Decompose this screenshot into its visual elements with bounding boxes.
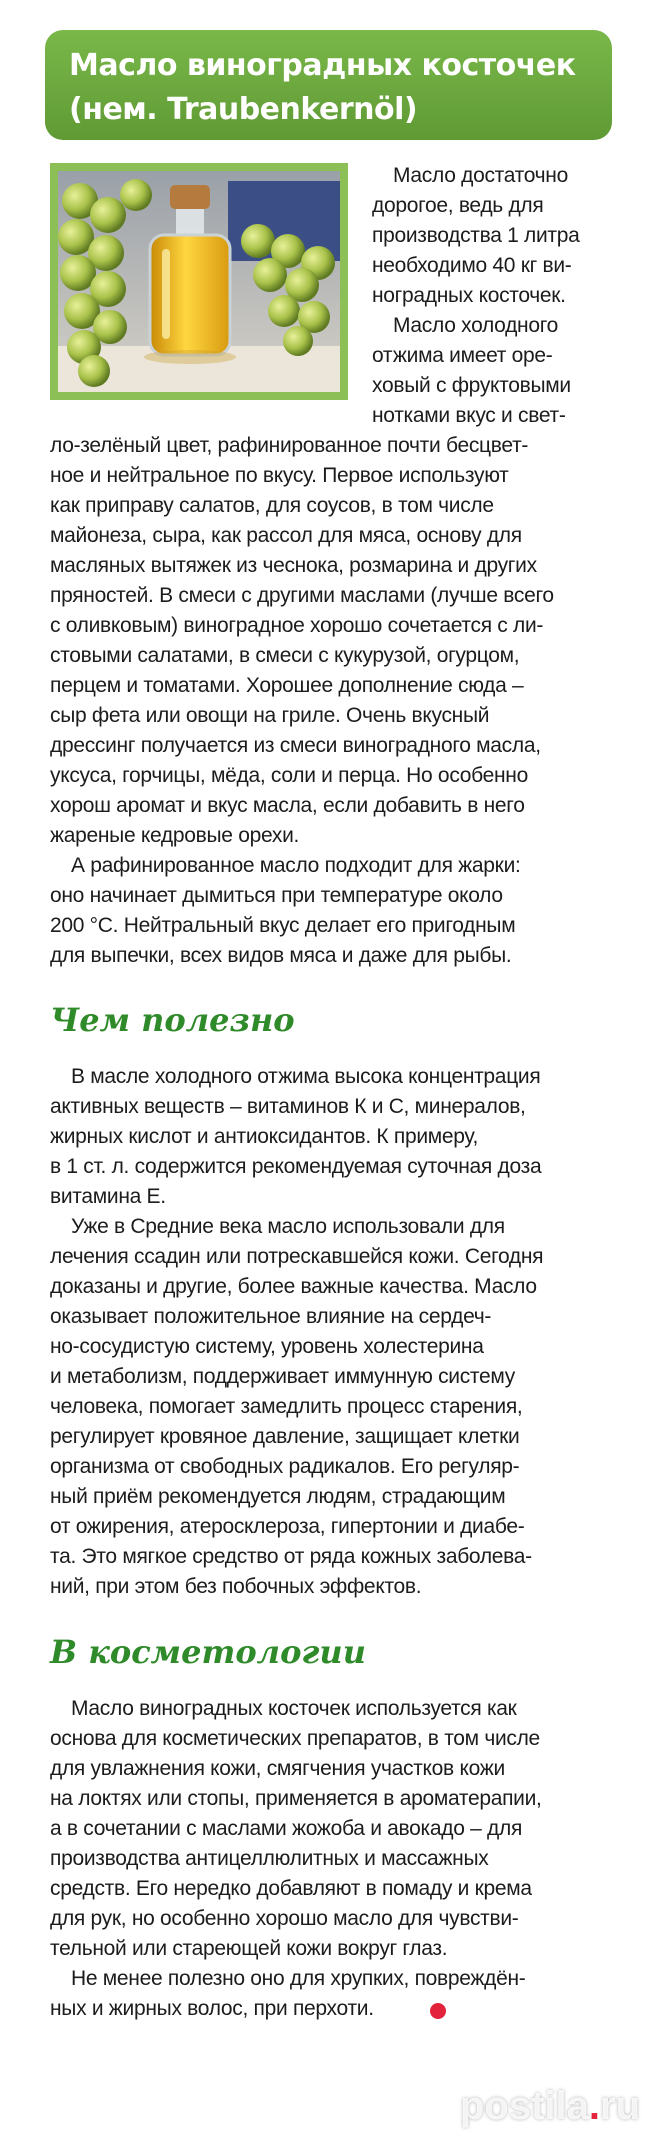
text-line: лечения ссадин или потрескавшейся кожи. Сегодня	[50, 1245, 544, 1268]
text-line: активных веществ – витаминов К и С, минералов,	[50, 1095, 526, 1118]
text-line: тельной или стареющей кожи вокруг глаз.	[50, 1937, 448, 1960]
text-line: в 1 ст. л. содержится рекомендуемая суточная доза	[50, 1155, 542, 1178]
text-line: 200 °C. Нейтральный вкус делает его пригодным	[50, 914, 516, 937]
text-line: ло-зелёный цвет, рафинированное почти бесцвет-	[50, 434, 529, 457]
text-line: та. Это мягкое средство от ряда кожных заболева-	[50, 1545, 532, 1568]
text-line: организма от свободных радикалов. Его регуляр-	[50, 1455, 520, 1478]
title-line-2: (нем. Traubenkernöl)	[69, 92, 418, 127]
text-line: как приправу салатов, для соусов, в том числе	[50, 494, 494, 517]
text-line: Масло виноградных косточек используется как	[71, 1697, 517, 1720]
text-line: витамина Е.	[50, 1185, 166, 1208]
text-line: производства антицеллюлитных и массажных	[50, 1847, 489, 1870]
text-line: перцем и томатами. Хорошее дополнение сюда –	[50, 674, 524, 697]
text-line: и метаболизм, поддерживает иммунную систему	[50, 1365, 515, 1388]
text-line: оно начинает дымиться при температуре около	[50, 884, 503, 907]
grape-oil-bottle-icon	[58, 171, 340, 392]
text-line: Масло холодного	[393, 314, 559, 337]
text-line: В масле холодного отжима высока концентрация	[71, 1065, 541, 1088]
text-line: сыр фета или овощи на гриле. Очень вкусный	[50, 704, 490, 727]
grape-oil-photo	[50, 163, 348, 400]
text-line: ный приём рекомендуется людям, страдающим	[50, 1485, 506, 1508]
text-line: а в сочетании с маслами жожоба и авокадо – для	[50, 1817, 523, 1840]
text-line: для выпечки, всех видов мяса и даже для рыбы.	[50, 944, 512, 967]
text-line: Масло достаточно	[393, 164, 568, 187]
text-line: для увлажнения кожи, смягчения участков кожи	[50, 1757, 505, 1780]
text-line: человека, помогает замедлить процесс старения,	[50, 1395, 523, 1418]
text-line: нотками вкус и свет-	[372, 404, 566, 427]
section-heading-benefits: Чем полезно	[50, 1001, 295, 1039]
text-line: доказаны и другие, более важные качества. Масло	[50, 1275, 537, 1298]
text-line: для рук, но особенно хорошо масло для чувстви-	[50, 1907, 519, 1930]
text-line: средств. Его нередко добавляют в помаду и крема	[50, 1877, 532, 1900]
text-line: дрессинг получается из смеси виноградного масла,	[50, 734, 541, 757]
text-line: на локтях или стопы, применяется в ароматерапии,	[50, 1787, 542, 1810]
text-line: жирных кислот и антиоксидантов. К примеру,	[50, 1125, 479, 1148]
text-line: майонеза, сыра, как рассол для мяса, основу для	[50, 524, 522, 547]
text-line: оказывает положительное влияние на сердеч-	[50, 1305, 492, 1328]
text-line: ний, при этом без побочных эффектов.	[50, 1575, 422, 1598]
text-line: стовыми салатами, в смеси с кукурузой, огурцом,	[50, 644, 520, 667]
text-line: с оливковым) виноградное хорошо сочетается с ли-	[50, 614, 544, 637]
text-line: производства 1 литра	[372, 224, 580, 247]
text-line: но-сосудистую систему, уровень холестерина	[50, 1335, 484, 1358]
text-line: уксуса, горчицы, мёда, соли и перца. Но особенно	[50, 764, 528, 787]
text-line: отжима имеет оре-	[372, 344, 553, 367]
text-line: ноградных косточек.	[372, 284, 566, 307]
text-line: жареные кедровые орехи.	[50, 824, 300, 847]
title-line-1: Масло виноградных косточек	[69, 48, 576, 83]
text-line: от ожирения, атеросклероза, гипертонии и диабе-	[50, 1515, 525, 1538]
text-line: Уже в Средние века масло использовали для	[71, 1215, 505, 1238]
text-line: дорогое, ведь для	[372, 194, 544, 217]
text-line: ховый с фруктовыми	[372, 374, 571, 397]
text-line: регулирует кровяное давление, защищает клетки	[50, 1425, 520, 1448]
text-line: ное и нейтральное по вкусу. Первое используют	[50, 464, 509, 487]
end-of-article-dot-icon	[430, 2003, 446, 2019]
text-line: хорош аромат и вкус масла, если добавить в него	[50, 794, 525, 817]
text-line: Не менее полезно оно для хрупких, повреждён-	[71, 1967, 526, 1990]
title-banner	[45, 30, 612, 140]
watermark-logo: postila.ru	[459, 2084, 640, 2128]
text-line: А рафинированное масло подходит для жарки:	[71, 854, 521, 877]
text-line: масляных вытяжек из чеснока, розмарина и других	[50, 554, 537, 577]
text-line: основа для косметических препаратов, в том числе	[50, 1727, 540, 1750]
text-line: пряностей. В смеси с другими маслами (лучше всего	[50, 584, 554, 607]
text-line: необходимо 40 кг ви-	[372, 254, 572, 277]
section-heading-cosmetics: В косметологии	[50, 1633, 366, 1671]
text-line: ных и жирных волос, при перхоти.	[50, 1997, 374, 2020]
